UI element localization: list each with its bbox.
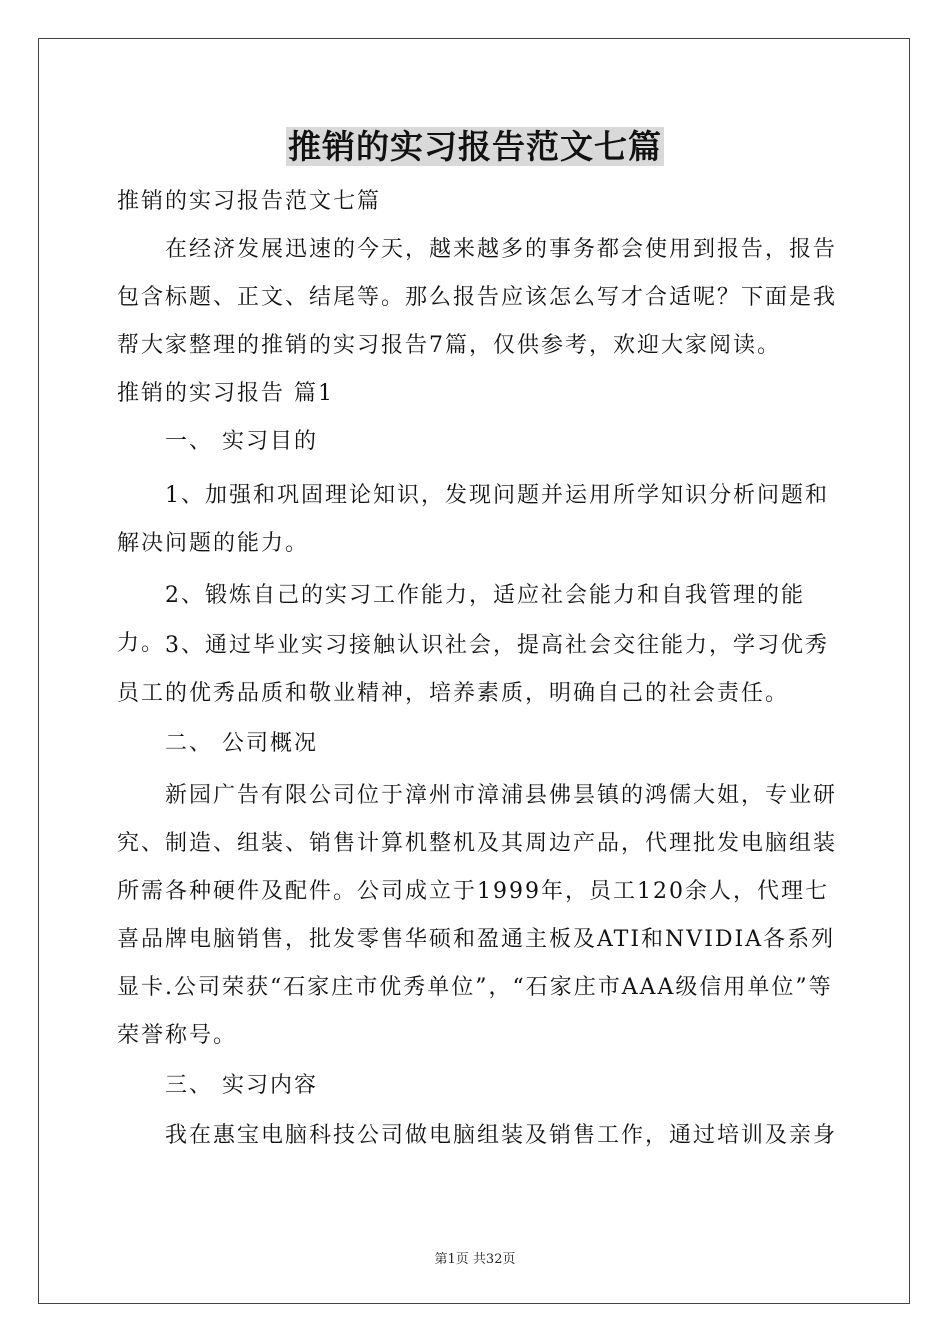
purpose-item-2: 2、锻炼自己的实习工作能力，适应社会能力和自我管理的能力。: [117, 583, 805, 656]
document-title: [0, 124, 950, 170]
heading-internship-purpose: 一、 实习目的: [165, 429, 318, 454]
page-footer: 第1页 共32页: [434, 1252, 516, 1267]
section-heading: 推销的实习报告 篇1: [117, 381, 334, 406]
content-paragraph: 我在惠宝电脑科技公司做电脑组装及销售工作，通过培训及亲身: [165, 1123, 838, 1148]
subtitle-line: 推销的实习报告范文七篇: [117, 189, 382, 214]
purpose-item-3: 3、通过毕业实习接触认识社会，提高社会交往能力，学习优秀员工的优秀品质和敬业精神，培养素质，明确自己的社会责任。: [117, 633, 829, 706]
heading-company-overview: 二、 公司概况: [165, 731, 318, 756]
document-title-text: 推销的实习报告范文七篇: [288, 127, 662, 166]
purpose-item-1: 1、加强和巩固理论知识，发现问题并运用所学知识分析问题和解决问题的能力。: [117, 483, 829, 556]
heading-internship-content: 三、 实习内容: [165, 1073, 318, 1098]
company-overview-paragraph: 新园广告有限公司位于漳州市漳浦县佛昙镇的鸿儒大姐，专业研究、制造、组装、销售计算机整机及其周边产品，代理批发电脑组装所需各种硬件及配件。公司成立于1999年，员工120余人，代理七喜品牌电脑销售，批发零售华硕和盈通主板及ATI和NVIDIA各系列显卡.公司荣获“石家庄市优秀单位”，“石家庄市AAA级信用单位”等荣誉称号。: [117, 783, 838, 1048]
intro-paragraph: 在经济发展迅速的今天，越来越多的事务都会使用到报告，报告包含标题、正文、结尾等。那么报告应该怎么写才合适呢？下面是我帮大家整理的推销的实习报告7篇，仅供参考，欢迎大家阅读。: [117, 237, 838, 358]
